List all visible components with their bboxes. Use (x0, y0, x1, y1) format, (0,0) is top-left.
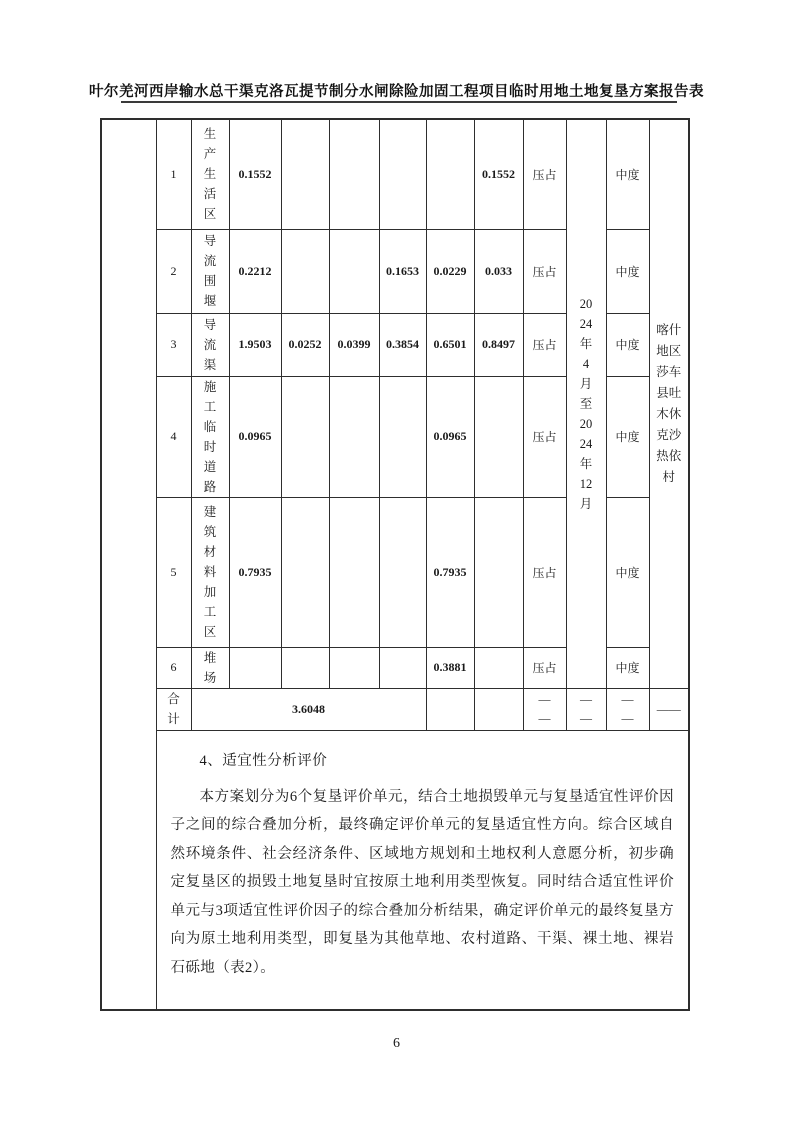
area-c1 (281, 229, 329, 313)
text-section-row (101, 730, 689, 1010)
unit-label (191, 313, 229, 376)
area-c2 (329, 497, 379, 647)
area-c1 (281, 497, 329, 647)
area-c4: 0.7935 (426, 497, 474, 647)
section-paragraph: 本方案划分为6个复垦评价单元，结合土地损毁单元与复垦适宜性评价因子之间的综合叠加分析，最终确定评价单元的复垦适宜性方向。综合区域自然环境条件、社会经济条件、区域地方规划和土地权利人意愿分析，初步确定复垦区的损毁土地复垦时宜按原土地利用类型恢复。同时结合适宜性评价单元与3项适宜性评价因子的综合叠加分析结果，确定评价单元的最终复垦方向为原土地利用类型，即复垦为其他草地、农村道路、干渠、裸土地、裸岩石砾地（表2）。 (170, 788, 674, 976)
area-c2 (329, 647, 379, 688)
reclamation-table (100, 118, 690, 1011)
dash: — (580, 692, 592, 706)
area-c4 (426, 119, 474, 229)
unit-label (191, 497, 229, 647)
area-c2 (329, 119, 379, 229)
damage-type: 压占 (523, 497, 566, 647)
damage-type: 压占 (523, 313, 566, 376)
area-c3: 0.1653 (379, 229, 426, 313)
grand-total: 3.6048 (191, 688, 426, 730)
area-c1 (281, 647, 329, 688)
total-empty-c4 (426, 688, 474, 730)
area-total: 1.9503 (229, 313, 281, 376)
text-section-cell (156, 730, 689, 1010)
unit-label-text: 导流围堰 (203, 234, 217, 308)
unit-label-text: 生产生活区 (203, 127, 217, 222)
period-cell (566, 119, 606, 688)
total-row-label (156, 688, 191, 730)
area-c1 (281, 119, 329, 229)
unit-label-text: 导流渠 (203, 317, 217, 372)
area-c5: 0.8497 (474, 313, 523, 376)
area-total: 0.1552 (229, 119, 281, 229)
row-no: 2 (156, 229, 191, 313)
total-degree-dash (606, 688, 649, 730)
period-text: 2024年4月至2024年12月 (579, 296, 593, 511)
damage-degree: 中度 (606, 229, 649, 313)
unit-label (191, 119, 229, 229)
area-c3 (379, 497, 426, 647)
area-c5: 0.033 (474, 229, 523, 313)
total-empty-c5 (474, 688, 523, 730)
unit-label-text: 堆场 (203, 650, 217, 685)
outer-left-cell (101, 119, 156, 1010)
document-header-title: 叶尔羌河西岸输水总干渠克洛瓦提节制分水闸除险加固工程项目临时用地土地复垦方案报告表 (89, 84, 704, 100)
damage-type: 压占 (523, 647, 566, 688)
area-total: 0.7935 (229, 497, 281, 647)
area-c4: 0.6501 (426, 313, 474, 376)
location-text: 喀什地区莎车县吐木休克沙热依村 (656, 322, 682, 484)
total-row-label-text: 合计 (167, 692, 180, 726)
row-no: 6 (156, 647, 191, 688)
row-no: 5 (156, 497, 191, 647)
dash: — (580, 711, 592, 725)
area-c2 (329, 376, 379, 497)
damage-type: 压占 (523, 376, 566, 497)
dash: — (538, 692, 551, 706)
area-c1 (281, 376, 329, 497)
area-c5: 0.1552 (474, 119, 523, 229)
area-c3 (379, 647, 426, 688)
area-c4: 0.3881 (426, 647, 474, 688)
section-heading: 4、适宜性分析评价 (199, 752, 328, 769)
unit-label-text: 施工临时道路 (203, 379, 217, 494)
total-location-dash (649, 688, 689, 730)
total-row (101, 688, 689, 730)
area-c5 (474, 647, 523, 688)
dash: — (621, 692, 634, 706)
unit-label (191, 229, 229, 313)
long-dash: —— (656, 701, 681, 716)
row-no: 3 (156, 313, 191, 376)
dash: — (621, 711, 634, 725)
damage-degree: 中度 (606, 376, 649, 497)
header-underline (121, 101, 677, 103)
unit-label-text: 建筑材料加工区 (203, 505, 217, 639)
area-c4: 0.0965 (426, 376, 474, 497)
area-c5 (474, 497, 523, 647)
area-total: 0.0965 (229, 376, 281, 497)
table-row (101, 119, 689, 229)
damage-degree: 中度 (606, 119, 649, 229)
area-total (229, 647, 281, 688)
damage-degree: 中度 (606, 647, 649, 688)
total-period-dash (566, 688, 606, 730)
row-no: 1 (156, 119, 191, 229)
area-c1: 0.0252 (281, 313, 329, 376)
area-c3 (379, 119, 426, 229)
area-c2: 0.0399 (329, 313, 379, 376)
damage-type: 压占 (523, 119, 566, 229)
total-damage-dash (523, 688, 566, 730)
damage-degree: 中度 (606, 313, 649, 376)
row-no: 4 (156, 376, 191, 497)
area-c5 (474, 376, 523, 497)
area-c3: 0.3854 (379, 313, 426, 376)
area-c3 (379, 376, 426, 497)
page-number: 6 (393, 1036, 400, 1051)
area-c4: 0.0229 (426, 229, 474, 313)
unit-label (191, 376, 229, 497)
area-total: 0.2212 (229, 229, 281, 313)
area-c2 (329, 229, 379, 313)
unit-label (191, 647, 229, 688)
dash: — (538, 711, 551, 725)
location-cell (649, 119, 689, 688)
damage-type: 压占 (523, 229, 566, 313)
damage-degree: 中度 (606, 497, 649, 647)
